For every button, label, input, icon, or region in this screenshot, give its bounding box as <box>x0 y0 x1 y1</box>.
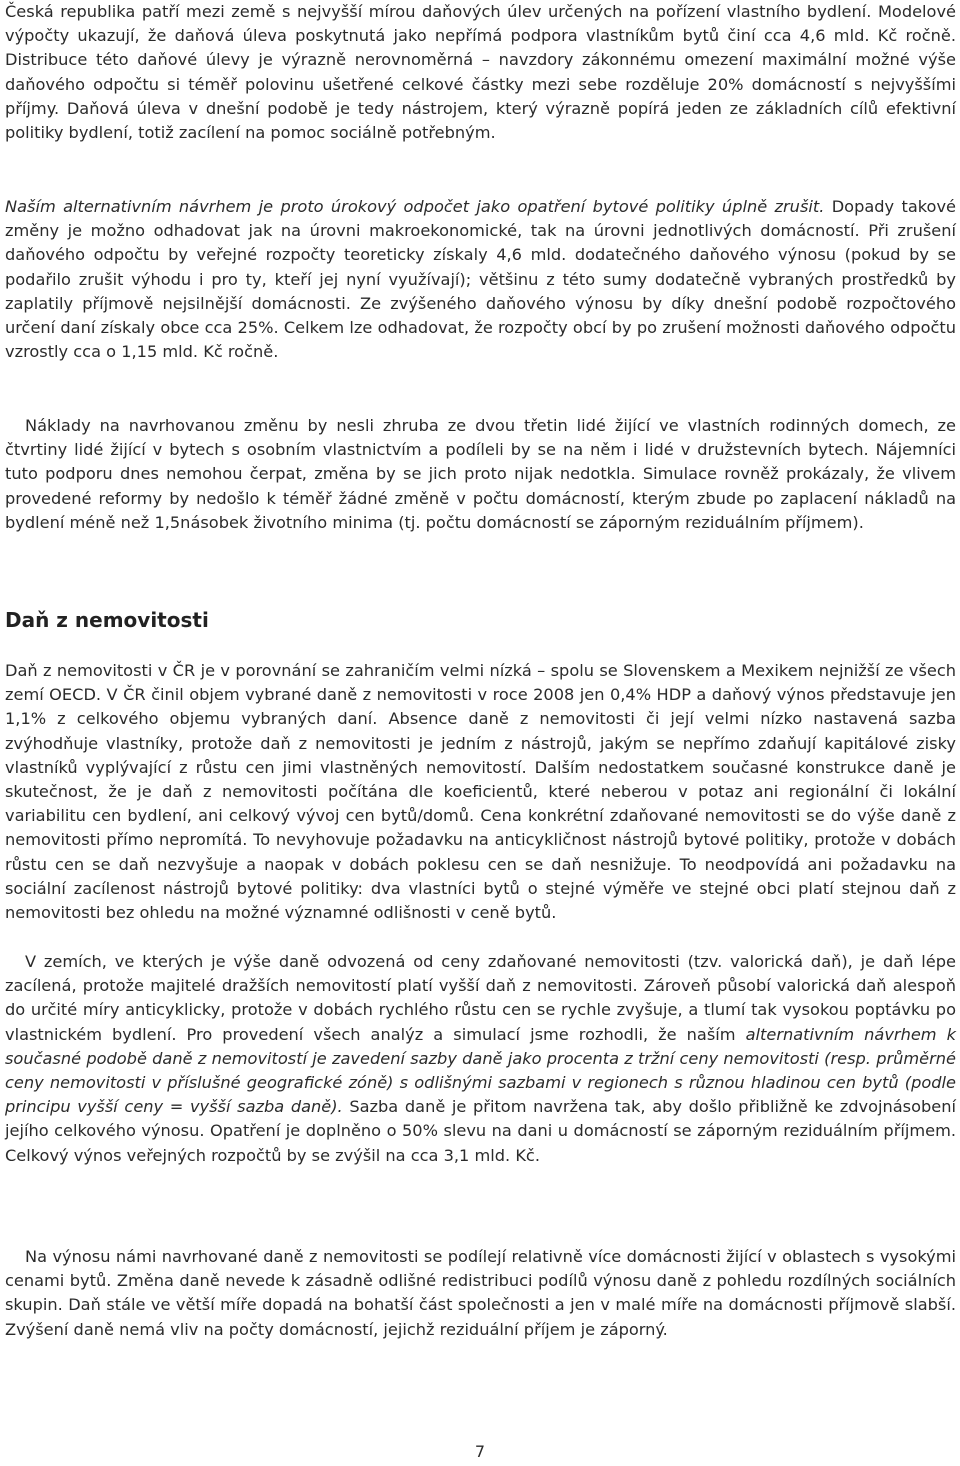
paragraph-costs-of-change <box>5 414 956 535</box>
page-number: 7 <box>474 1442 486 1461</box>
paragraph-alternative-proposal-abolish <box>5 195 956 364</box>
paragraph-text: Česká republika patří mezi země s nejvyšší mírou daňových úlev určených na pořízení vlastního bydlení. Modelové výpočty ukazují, že daňová úleva poskytnutá jako nepřímá podpora vlastníkům bytů činí cca 4,6 mld. Kč ročně. Distribuce této daňové úlevy je výrazně nerovnoměrná – navzdory zákonnému omezení maximální možné výše daňového odpočtu si téměř polovinu ušetřené celkové částky mezi sebe rozděluje 20% domácností s nejvyššími příjmy. Daňová úleva v dnešní podobě je tedy nástrojem, který výrazně popírá jeden ze základních cílů efektivní politiky bydlení, totiž zacílení na pomoc sociálně potřebným. <box>5 2 956 143</box>
paragraph-text: Náklady na navrhovanou změnu by nesli zhruba ze dvou třetin lidé žijící ve vlastních rodinných domech, ze čtvrtiny lidé žijící v bytech s osobním vlastnictvím a podíleli by se na něm i lidé v družstevních bytech. Nájemníci tuto podporu dnes nemohou čerpat, změna by se jich proto nijak nedotkla. Simulace rovněž prokázaly, že vlivem provedené reformy by nedošlo k téměř žádné změně v počtu domácností, kterým zbude po zaplacení nákladů na bydlení méně než 1,5násobek životního minima (tj. počtu domácností se záporným reziduálním příjmem). <box>5 416 956 532</box>
paragraph-text: Na výnosu námi navrhované daně z nemovitosti se podílejí relativně více domácnosti žijící v oblastech s vysokými cenami bytů. Změna daně nevede k zásadně odlišné redistribuci podílů výnosu daně z pohledu rozdílných sociálních skupin. Daň stále ve větší míře dopadá na bohatší část společnosti a jen v malé míře na domácnosti příjmově slabší. Zvýšení daně nemá vliv na počty domácností, jejichž reziduální příjem je záporný. <box>5 1247 956 1339</box>
section-heading-property-tax: Daň z nemovitosti <box>5 608 209 632</box>
paragraph-text: Sazba daně je přitom navržena tak, aby došlo přibližně ke zdvojnásobení jejího celkového výnosu. Opatření je doplněno o 50% slevu na dani u domácností se záporným reziduálním příjmem. Celkový výnos veřejných rozpočtů by se zvýšil na cca 3,1 mld. Kč. <box>5 1097 957 1165</box>
paragraph-property-tax-intro <box>5 659 956 925</box>
italic-proposal-text: Naším alternativním návrhem je proto úrokový odpočet jako opatření bytové politiky úplně zrušit. <box>5 197 825 216</box>
paragraph-text: Dopady takové změny je možno odhadovat jak na úrovni makroekonomické, tak na úrovni jednotlivých domácností. Při zrušení daňového odpočtu by veřejné rozpočty teoreticky získaly 4,6 mld. dodatečného daňového výnosu (pokud by se podařilo zrušit výhodu i pro ty, kteří jej nyní využívají); většinu z této sumy dodatečně vybraných prostředků by zaplatily příjmově nejsilnější domácnosti. Ze zvýšeného daňového výnosu by díky dnešní podobě rozpočtového určení daní získaly obce cca 25%. Celkem lze odhadovat, že rozpočty obcí by po zrušení možnosti daňového odpočtu vzrostly cca o 1,15 mld. Kč ročně. <box>5 197 956 362</box>
paragraph-tax-relief-housing <box>5 0 956 145</box>
italic-proposal-text: alternativním návrhem k současné podobě daně z nemovitostí je zavedení sazby daně jako procenta z tržní ceny nemovitosti (resp. průměrné ceny nemovitosti v příslušné geografické zóně) s odlišnými sazbami v regionech s různou hladinou cen bytů (podle principu vyšší ceny = vyšší sazba daně). <box>5 1024 956 1117</box>
paragraph-text: Daň z nemovitosti v ČR je v porovnání se zahraničím velmi nízká – spolu se Slovenskem a Mexikem nejnižší ze všech zemí OECD. V ČR činil objem vybrané daně z nemovitosti v roce 2008 jen 0,4% HDP a daňový výnos představuje jen 1,1% z celkového objemu vybraných daní. Absence daně z nemovitosti či její velmi nízko nastavená sazba zvýhodňuje vlastníky, protože daň z nemovitosti je jedním z nástrojů, jakým se nepřímo zdaňují kapitálové zisky vlastníků vyplývající z růstu cen jimi vlastněných nemovitostí. Dalším nedostatkem současné konstrukce daně je skutečnost, že je daň z nemovitosti počítána dle koeficientů, které neberou v potaz ani regionální či lokální variabilitu cen bydlení, ani celkový vývoj cen bytů/domů. Cena konkrétní zdaňované nemovitosti se do výše daně z nemovitosti přímo nepromítá. To nevyhovuje požadavku na anticykličnost nástrojů bytové politiky, protože v dobách růstu cen se daň nezvyšuje a naopak v dobách poklesu cen se daň nesnižuje. To neodpovídá ani požadavku na sociální zacílenost nástrojů bytové politiky: dva vlastníci bytů o stejné výměře ve stejné obci platí stejnou daň z nemovitosti bez ohledu na možné významné odlišnosti v ceně bytů. <box>5 661 956 923</box>
paragraph-valorem-tax <box>5 950 956 1168</box>
paragraph-tax-yield-distribution <box>5 1245 956 1342</box>
paragraph-text: V zemích, ve kterých je výše daně odvozená od ceny zdaňované nemovitosti (tzv. valorická daň), je daň lépe zacílená, protože majitelé dražších nemovitostí platí vyšší daň z nemovitosti. Zároveň působí valorická daň alespoň do určité míry anticyklicky, protože v dobách rychlého růstu cen se rychle zvyšuje, a tlumí tak vysokou poptávku po vlastnickém bydlení. Pro provedení všech analýz a simulací jsme rozhodli, že naším <box>5 952 956 1044</box>
